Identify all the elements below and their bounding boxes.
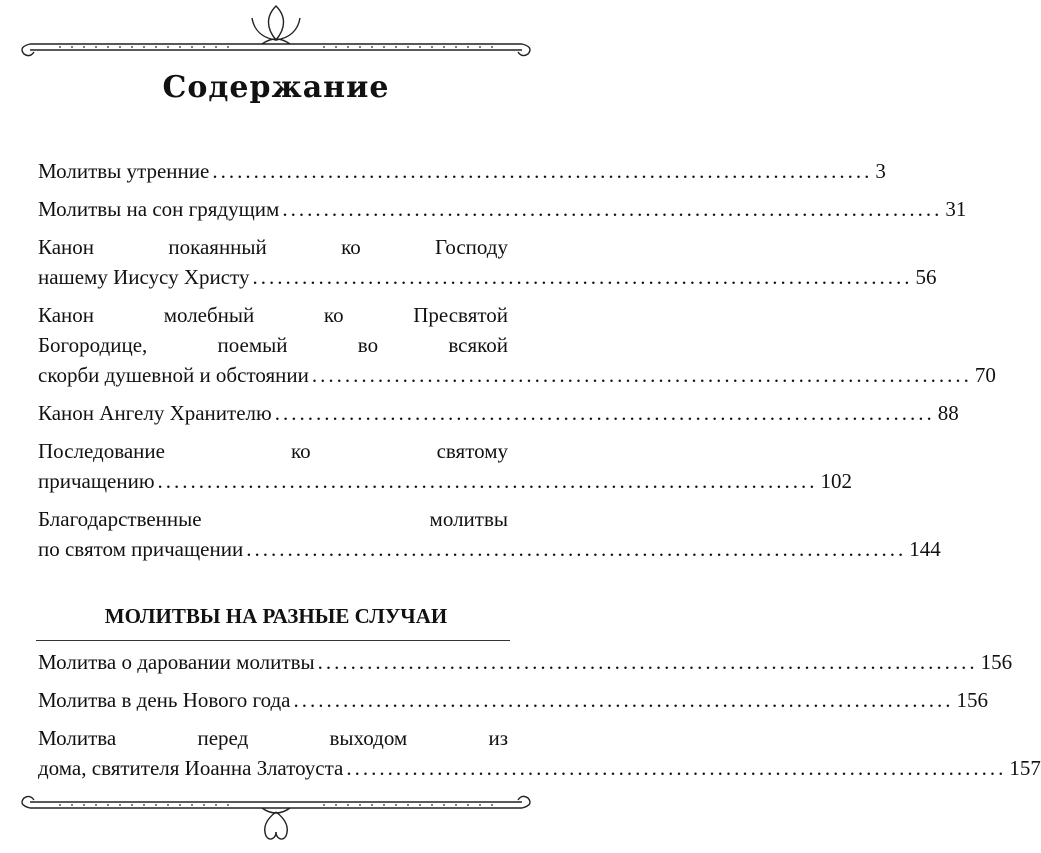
toc-extra-list [38, 647, 1041, 791]
toc-entry-page-number: 3 [875, 159, 886, 183]
toc-entry-page-number: 144 [909, 537, 941, 561]
toc-main-list [38, 156, 996, 572]
toc-entry-title: Молитвы на сон грядущим [38, 197, 280, 221]
toc-entry-page-number: 56 [915, 265, 937, 289]
toc-entry-line: Канон покаянный ко Господу [38, 235, 508, 259]
toc-entry-title: нашему Иисусу Христу [38, 265, 250, 289]
toc-entry-leader-line [38, 360, 996, 390]
leader-dots: ................................................................................ [246, 537, 907, 561]
toc-entry-leader-line [38, 753, 1041, 783]
toc-entry-line: Богородице, поемый во всякой [38, 333, 508, 357]
toc-entry-title: скорби душевной и обстоянии [38, 363, 309, 387]
toc-entry[interactable] [38, 156, 886, 186]
toc-entry-leader-line [38, 398, 959, 428]
toc-entry[interactable] [38, 436, 853, 496]
toc-entry-title: Молитвы утренние [38, 159, 210, 183]
toc-entry-title: причащению [38, 469, 155, 493]
toc-entry-page-number: 70 [974, 363, 996, 387]
toc-entry-page-number: 156 [980, 650, 1013, 674]
toc-entry-leader-line [38, 262, 937, 292]
toc-entry-leader-line [38, 194, 967, 224]
toc-entry-title: Молитва в день Нового года [38, 688, 291, 712]
toc-entry[interactable] [38, 685, 988, 715]
toc-entry[interactable] [38, 504, 941, 564]
page-title: Содержание [162, 70, 390, 105]
toc-entry-page-number: 156 [956, 688, 988, 712]
toc-entry-leader-line [38, 534, 941, 564]
toc-entry[interactable] [38, 647, 1013, 677]
toc-entry-line: Молитва перед выходом из [38, 726, 508, 750]
toc-entry-title: дома, святителя Иоанна Златоуста [38, 756, 344, 780]
toc-entry[interactable] [38, 300, 996, 390]
toc-entry[interactable] [38, 723, 1041, 783]
toc-entry-page-number: 31 [945, 197, 967, 221]
toc-entry[interactable] [38, 398, 959, 428]
bottom-ornament [0, 790, 552, 853]
leader-dots: ................................................................................ [346, 756, 1007, 780]
toc-entry-page-number: 88 [937, 401, 959, 425]
leader-dots: ................................................................................ [293, 688, 954, 712]
toc-entry-title: по святом причащении [38, 537, 244, 561]
toc-entry-line: Последование ко святому [38, 439, 508, 463]
toc-entry-title: Канон Ангелу Хранителю [38, 401, 272, 425]
leader-dots: ................................................................................ [317, 650, 978, 674]
toc-entry-leader-line [38, 156, 886, 186]
leader-dots: ................................................................................ [157, 469, 818, 493]
toc-entry-page-number: 157 [1009, 756, 1041, 780]
leader-dots: ................................................................................ [212, 159, 873, 183]
toc-entry-leader-line [38, 647, 1013, 677]
section-divider [36, 640, 510, 641]
toc-entry[interactable] [38, 232, 937, 292]
section-heading: МОЛИТВЫ НА РАЗНЫЕ СЛУЧАИ [104, 604, 448, 628]
toc-entry-leader-line [38, 685, 988, 715]
toc-entry-page-number: 102 [820, 469, 853, 493]
toc-entry-title: Молитва о даровании молитвы [38, 650, 315, 674]
toc-entry-leader-line [38, 466, 853, 496]
toc-entry[interactable] [38, 194, 967, 224]
leader-dots: ................................................................................ [311, 363, 972, 387]
top-ornament [0, 0, 552, 60]
leader-dots: ................................................................................ [252, 265, 913, 289]
toc-entry-line: Канон молебный ко Пресвятой [38, 303, 508, 327]
toc-entry-line: Благодарственные молитвы [38, 507, 508, 531]
leader-dots: ................................................................................ [274, 401, 935, 425]
leader-dots: ................................................................................ [282, 197, 943, 221]
